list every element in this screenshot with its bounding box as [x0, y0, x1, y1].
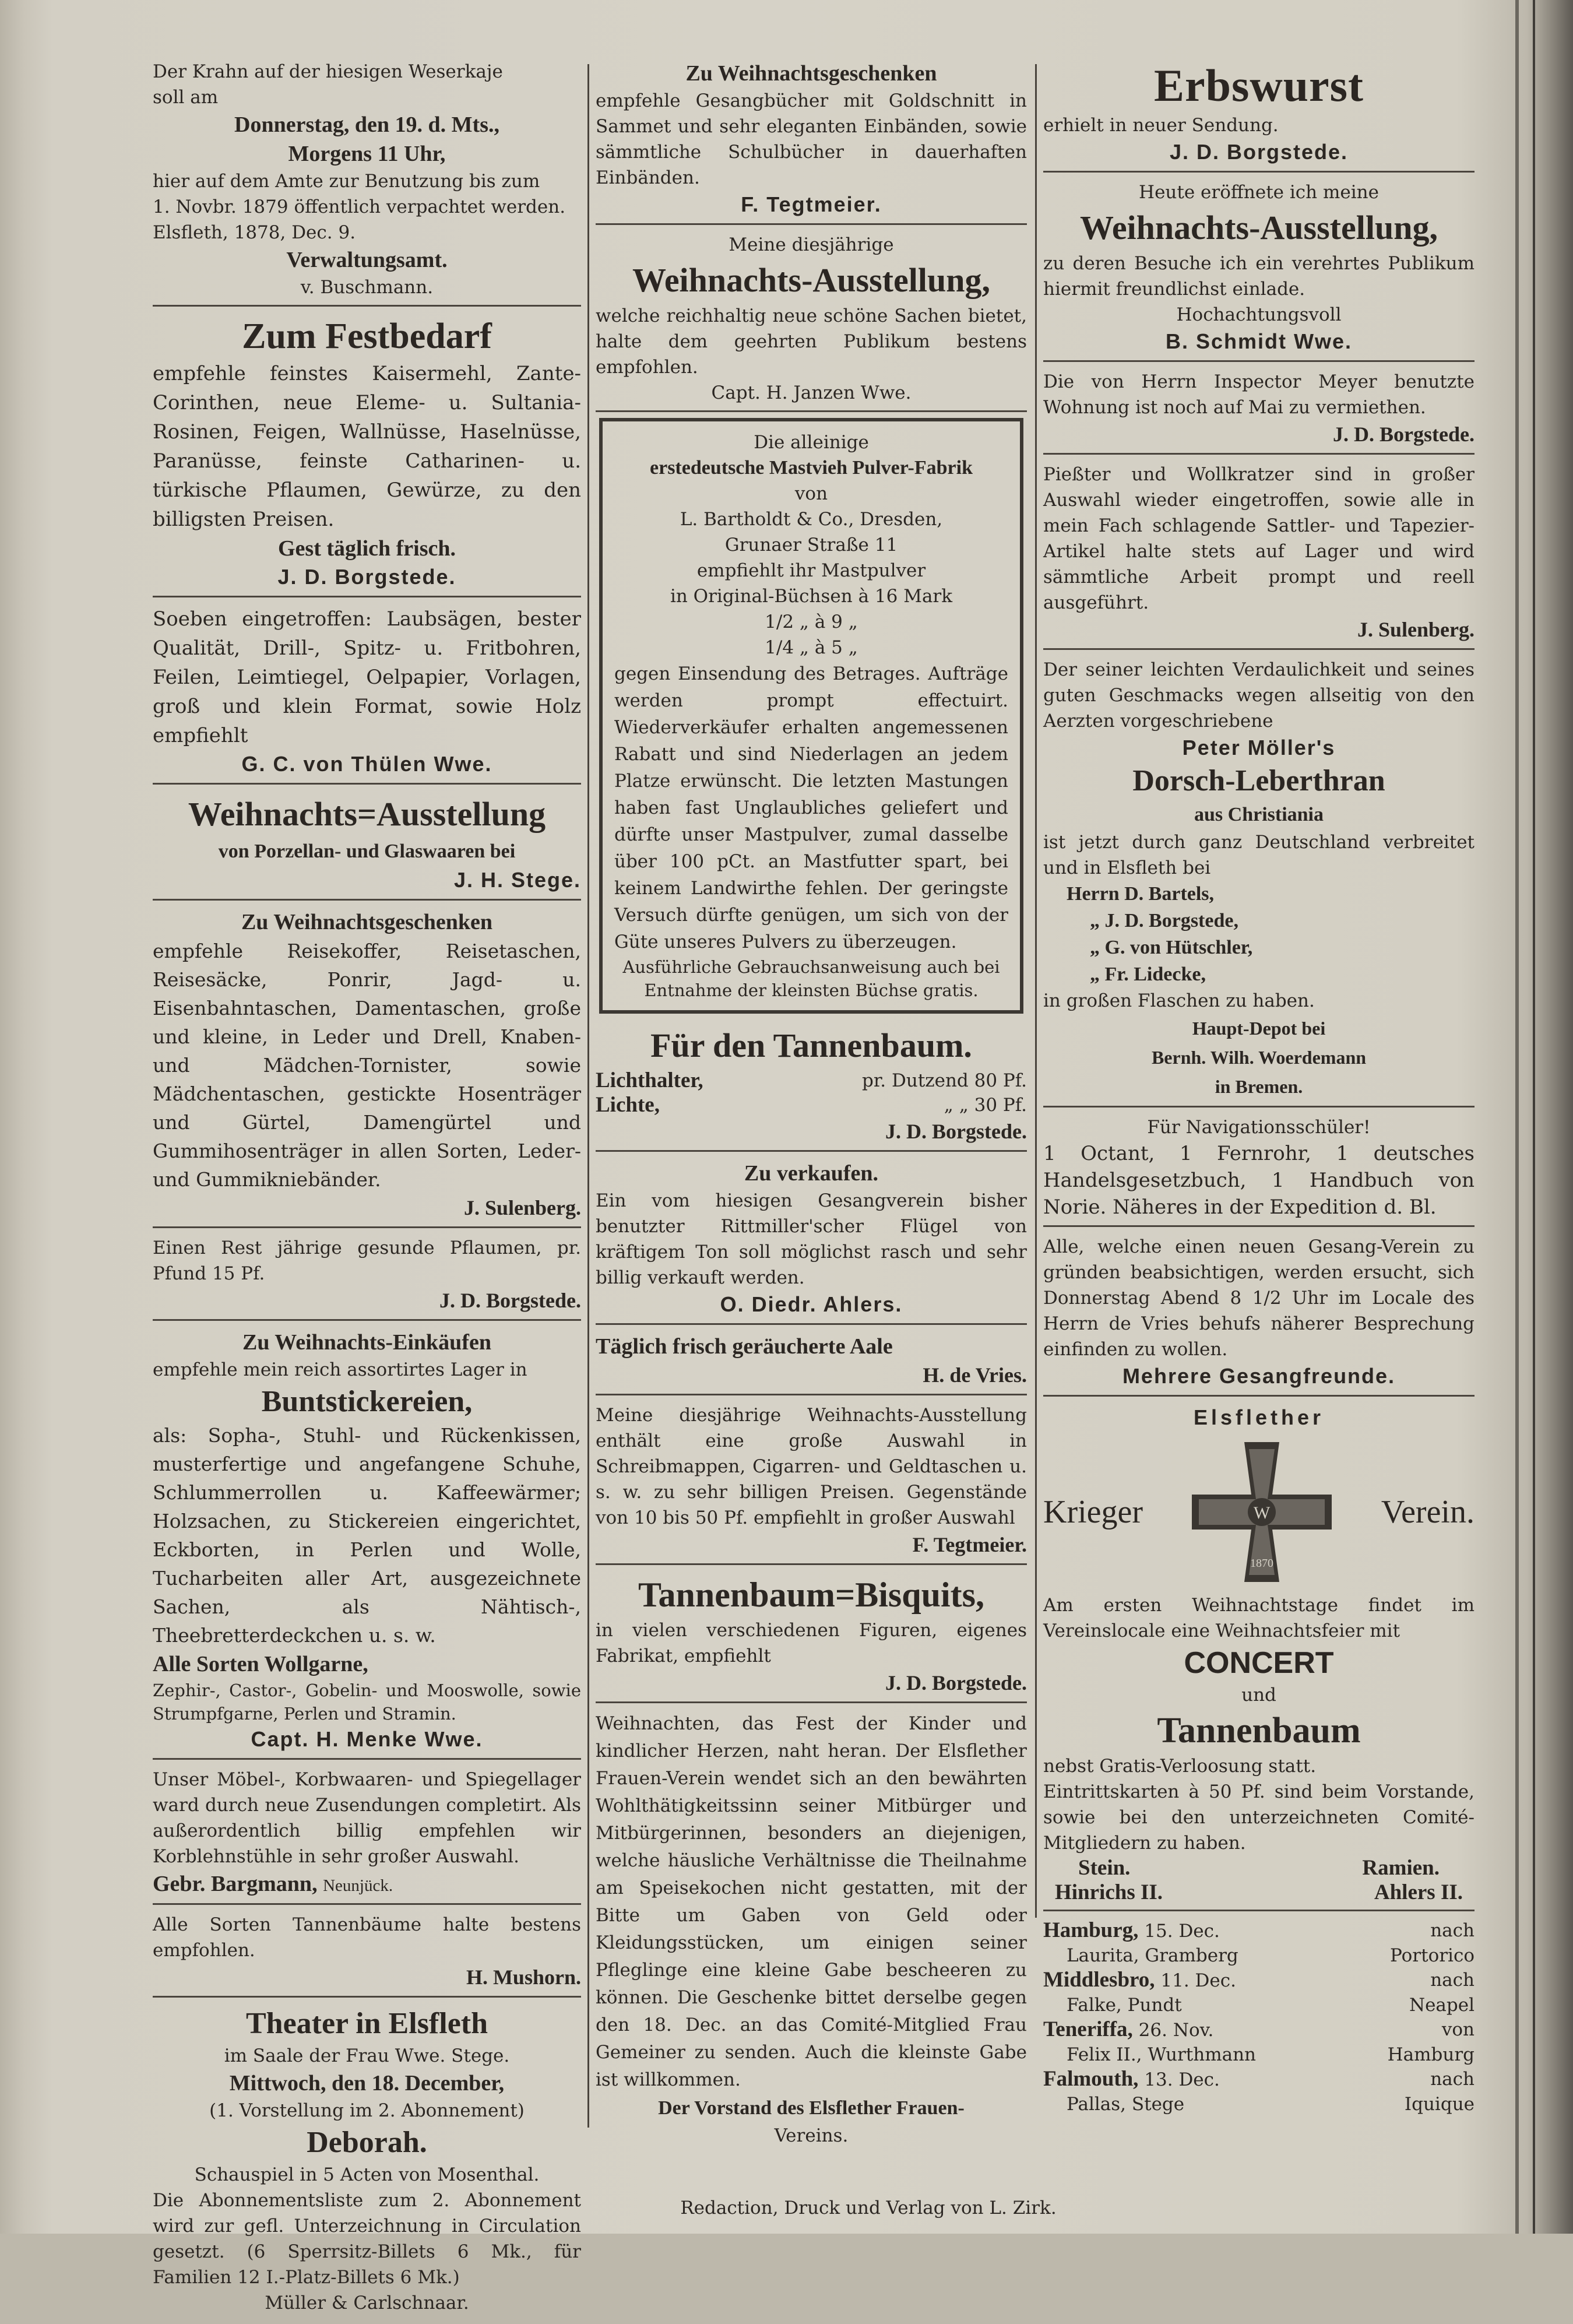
ad-gesangverein: [1043, 1230, 1475, 1397]
ad-signature-2: Vereins.: [774, 2125, 849, 2146]
ad-text: erhielt in neuer Sendung.: [1043, 115, 1279, 136]
committee-row: [1043, 1880, 1475, 1905]
depot-name: Bernh. Wilh. Woerdemann: [1151, 1047, 1367, 1068]
ad-signature: H. de Vries.: [923, 1363, 1027, 1387]
depot-label: Haupt-Depot bei: [1192, 1018, 1326, 1039]
ad-buntstickereien: [153, 1324, 581, 1760]
ship-port-line: [1043, 1918, 1220, 1943]
ad-text: Am ersten Weihnachtstage findet im Vereinslocale eine Weihnachtsfeier mit: [1043, 1595, 1475, 1641]
column-2: [596, 55, 1027, 2157]
ship-port: Falmouth,: [1043, 2067, 1139, 2091]
seller-line: Herrn D. Bartels,: [1067, 883, 1215, 905]
ad-laubsaegen: [153, 601, 581, 785]
ad-signature: Mehrere Gesangfreunde.: [1122, 1364, 1396, 1388]
ad-text: 1. Novbr. 1879 öffentlich verpachtet werden.: [153, 196, 566, 217]
ad-wohnung: [1043, 365, 1475, 455]
ad-text: Die alleinige: [754, 432, 869, 453]
ad-signature: Capt. H. Janzen Wwe.: [711, 382, 912, 403]
imprint-footer: Redaction, Druck und Verlag von L. Zirk.: [680, 2198, 1057, 2218]
ad-text: von Porzellan- und Glaswaaren bei: [218, 841, 516, 862]
ad-text: zu deren Besuche ich ein verehrtes Publikum hiermit freundlichst einlade.: [1043, 253, 1475, 300]
krieger-emblem-row: [1043, 1436, 1475, 1588]
ad-text: Elsfleth, 1878, Dec. 9.: [153, 222, 356, 243]
item-price: pr. Dutzend 80 Pf.: [862, 1070, 1027, 1091]
ad-title: Tannenbaum=Bisquits,: [638, 1576, 984, 1614]
ad-signature: O. Diedr. Ahlers.: [720, 1292, 903, 1316]
ship-row: [1043, 1943, 1475, 1968]
ship-port-line: [1043, 2017, 1213, 2042]
ad-text: Die von Herrn Inspector Meyer benutzte Wohnung ist noch auf Mai zu vermiethen.: [1043, 371, 1475, 418]
seller-line: „ G. von Hütschler,: [1090, 937, 1253, 958]
ad-tannenbaum: [596, 1019, 1027, 1152]
ad-text: empfehle Gesangbücher mit Goldschnitt in Sammet und sehr eleganten Einbänden, sowie sämmtliche Schulbücher in dauerhaften Einbänden.: [596, 90, 1027, 188]
ad-play-title: Deborah.: [307, 2126, 427, 2159]
ship-row: [1043, 2092, 1475, 2116]
ad-brand: Peter Möller's: [1182, 736, 1336, 760]
ad-text: ist jetzt durch ganz Deutschland verbreitet und in Elsfleth bei: [1043, 832, 1475, 878]
ad-title: Weihnachts-Ausstellung,: [632, 261, 990, 299]
ad-erbswurst: [1043, 55, 1475, 173]
ad-kriegerverein: [1043, 1400, 1475, 1911]
column-1: [153, 55, 581, 2324]
ship-row: [1043, 1968, 1475, 1993]
ad-footnote: Ausführliche Gebrauchsanweisung auch bei Entnahme der kleinsten Büchse gratis.: [622, 957, 1000, 1000]
ad-signature: Der Vorstand des Elsflether Frauen-: [658, 2097, 965, 2119]
ad-text: Hochachtungsvoll: [1176, 304, 1342, 325]
ad-text: und: [1241, 1685, 1276, 1706]
ad-theater: [153, 2001, 581, 2321]
seller-line: „ J. D. Borgstede,: [1090, 910, 1238, 931]
price-row: [596, 1068, 1027, 1093]
column-rule-1: [587, 64, 589, 2128]
ad-text: Alle, welche einen neuen Gesang-Verein zu gründen beabsichtigen, werden ersucht, sich Donnerstag Abend 8 1/2 Uhr im Locale des Herrn de Vries behufs näherer Besprechung einfinden zu wollen.: [1043, 1236, 1475, 1360]
ad-bisquits: [596, 1569, 1027, 1703]
item-name: Lichte,: [596, 1093, 660, 1117]
depot-city: in Bremen.: [1215, 1076, 1303, 1097]
ad-tegtmeier: [596, 1399, 1027, 1565]
ad-signature-2: v. Buschmann.: [300, 277, 434, 298]
ad-price: 1/2 „ à 9 „: [765, 611, 858, 632]
ship-date: 15. Dec.: [1144, 1921, 1220, 1942]
ad-title: Zu Weihnachtsgeschenken: [241, 910, 493, 934]
ad-signature: G. C. von Thülen Wwe.: [241, 752, 492, 776]
ad-pflaumen: [153, 1232, 581, 1321]
ad-navigation: [1043, 1111, 1475, 1227]
price-row: [596, 1093, 1027, 1117]
ad-text: welche reichhaltig neue schöne Sachen bietet, halte dem geehrten Publikum bestens empfohlen.: [596, 305, 1027, 378]
ad-title: Zu Weihnachts-Einkäufen: [242, 1330, 491, 1355]
ship-destination: Portorico: [1390, 1945, 1475, 1966]
ad-geschenke: [153, 904, 581, 1228]
ad-text: Meine diesjährige: [729, 234, 894, 255]
ad-date: Mittwoch, den 18. December,: [229, 2071, 505, 2096]
committee-member: Ahlers II.: [1374, 1880, 1463, 1904]
item-name: Lichthalter,: [596, 1068, 703, 1092]
ship-name: Falke, Pundt: [1067, 1995, 1182, 2016]
ship-port-line: [1043, 1968, 1236, 1993]
ship-destination: Iquique: [1404, 2094, 1475, 2115]
ad-text: soll am: [153, 87, 219, 108]
ad-address: Grunaer Straße 11: [724, 535, 898, 555]
cross-year: 1870: [1250, 1557, 1274, 1570]
ship-port-line: [1043, 2067, 1220, 2092]
ad-price: 1/4 „ à 5 „: [765, 637, 858, 658]
ad-headline: Buntstickereien,: [261, 1385, 473, 1418]
ad-text: empfehle mein reich assortirtes Lager in: [153, 1359, 527, 1380]
ad-fluegel: [596, 1155, 1027, 1325]
page-edge-shadow: [1515, 0, 1519, 2234]
ad-signature: J. D. Borgstede.: [277, 565, 456, 589]
ad-mastvieh-box: [599, 418, 1023, 1014]
ad-text: Soeben eingetroffen: Laubsägen, bester Qualität, Drill-, Spitz- u. Fritbohren, Feilen, Leimtiegel, Oelpapier, Vorlagen, groß und klein Format, sowie Holz empfiehlt: [153, 607, 581, 747]
ad-lebertran: [1043, 653, 1475, 1107]
ship-date: 11. Dec.: [1160, 1970, 1236, 1991]
ship-port: Hamburg,: [1043, 1918, 1139, 1942]
ad-signature: J. Sulenberg.: [463, 1196, 581, 1219]
ship-direction: nach: [1430, 1920, 1475, 1941]
ad-text: von: [794, 483, 828, 504]
ad-signature: F. Tegtmeier.: [741, 192, 882, 216]
ad-schmidt: [1043, 176, 1475, 362]
ad-text: empfehle feinstes Kaisermehl, Zante-Corinthen, neue Eleme- u. Sultania-Rosinen, Feigen, Wallnüsse, Haselnüsse, Paranüsse, feinste Catharinen- u. türkische Pflaumen, Gewürze, zu den billigsten Preisen.: [153, 362, 581, 531]
ship-date: 26. Nov.: [1138, 2020, 1214, 2041]
ad-signature: Verwaltungsamt.: [286, 248, 448, 272]
committee-member: Hinrichs II.: [1055, 1880, 1163, 1904]
ad-porzellan: [153, 788, 581, 901]
ad-signature: J. D. Borgstede.: [885, 1120, 1027, 1143]
ad-text: empfiehlt ihr Mastpulver: [696, 560, 926, 581]
ship-row: [1043, 2017, 1475, 2042]
ad-date: Donnerstag, den 19. d. Mts.,: [234, 112, 499, 137]
ad-text: (1. Vorstellung im 2. Abonnement): [209, 2100, 525, 2121]
ad-signature: J. D. Borgstede.: [885, 1671, 1027, 1694]
ad-title: Tannenbaum: [1157, 1711, 1361, 1750]
ad-text: Schauspiel in 5 Acten von Mosenthal.: [194, 2164, 540, 2185]
ad-subtitle: Alle Sorten Wollgarne,: [153, 1652, 368, 1676]
ad-signature: H. Mushorn.: [466, 1966, 581, 1989]
seller-line: „ Fr. Lidecke,: [1090, 964, 1206, 985]
ad-price: in Original-Büchsen à 16 Mark: [670, 586, 953, 607]
ad-note: Gest täglich frisch.: [277, 536, 456, 561]
ship-entry: [1043, 1918, 1475, 1968]
signature-name: Gebr. Bargmann,: [153, 1872, 318, 1896]
ad-title: Für den Tannenbaum.: [650, 1026, 972, 1064]
ad-title: Weihnachts-Ausstellung,: [1080, 209, 1438, 247]
ad-text: gegen Einsendung des Betrages. Aufträge werden prompt effectuirt. Wiederverkäufer erhalten angemessenen Rabatt und sind Niederlagen an jedem Platze erwünscht. Die letzten Mastungen haben fast Unglaubliches geliefert und dürfte unser Mastpulver, zumal dasselbe über 100 pCt. an Mastfutter spart, bei keinem Landwirthe fehlen. Der geringste Versuch dürfte genügen, um sich von der Güte unseres Pulvers zu überzeugen.: [614, 663, 1008, 952]
ship-port: Teneriffa,: [1043, 2017, 1133, 2041]
ad-text: im Saale der Frau Wwe. Stege.: [224, 2045, 510, 2066]
ad-text: Alle Sorten Tannenbäume halte bestens empfohlen.: [153, 1914, 581, 1961]
ship-port: Middlesbro,: [1043, 1968, 1155, 1992]
ad-title: Erbswurst: [1153, 60, 1364, 111]
ad-concert: CONCERT: [1184, 1646, 1334, 1680]
ad-origin: aus Christiania: [1194, 804, 1324, 825]
committee-member: Stein.: [1078, 1856, 1131, 1880]
ad-text: Der seiner leichten Verdaulichkeit und seines guten Geschmacks wegen allseitig von den Aerzten vorgeschriebene: [1043, 659, 1475, 732]
ad-signature: J. D. Borgstede.: [1333, 423, 1475, 446]
ad-aale: [596, 1328, 1027, 1395]
ad-title: Zum Festbedarf: [242, 317, 492, 356]
ship-row: [1043, 2042, 1475, 2067]
ad-text: Eintrittskarten à 50 Pf. sind beim Vorstande, sowie bei den unterzeichneten Comité-Mitgliedern zu haben.: [1043, 1781, 1475, 1854]
ship-name: Laurita, Gramberg: [1067, 1945, 1238, 1966]
ad-text: Zephir-, Castor-, Gobelin- und Mooswolle, sowie Strumpfgarne, Perlen und Stramin.: [153, 1680, 581, 1724]
ship-direction: von: [1441, 2019, 1475, 2040]
ad-signature: Capt. H. Menke Wwe.: [251, 1727, 483, 1751]
ad-text: in vielen verschiedenen Figuren, eigenes Fabrikat, empfiehlt: [596, 1620, 1027, 1666]
ad-signature: J. Sulenberg.: [1357, 618, 1475, 641]
ad-frauenverein: [596, 1707, 1027, 2153]
ship-date: 13. Dec.: [1144, 2069, 1220, 2090]
ad-title: Zu Weihnachtsgeschenken: [685, 61, 937, 86]
ship-destination: Neapel: [1409, 1995, 1475, 2016]
ad-text: hier auf dem Amte zur Benutzung bis zum: [153, 171, 540, 192]
ad-text: 1 Octant, 1 Fernrohr, 1 deutsches Handelsgesetzbuch, 1 Handbuch von Norie. Näheres in der Expedition d. Bl.: [1043, 1142, 1475, 1219]
ship-row: [1043, 1993, 1475, 2017]
page-edge-dark: [1533, 0, 1535, 2234]
column-3: [1043, 55, 1475, 2125]
ad-title: erstedeutsche Mastvieh Pulver-Fabrik: [650, 457, 973, 479]
shipping-news: [1043, 1915, 1475, 2121]
ship-name: Pallas, Stege: [1067, 2094, 1185, 2115]
ship-entry: [1043, 1968, 1475, 2017]
iron-cross-icon: [1186, 1436, 1338, 1588]
ad-text: nebst Gratis-Verloosung statt.: [1043, 1756, 1317, 1777]
ad-signature: J. D. Borgstede.: [1169, 140, 1349, 164]
ship-entry: [1043, 2067, 1475, 2116]
ship-row: [1043, 1918, 1475, 1943]
ad-text: als: Sopha-, Stuhl- und Rückenkissen, musterfertige und angefangene Schuhe, Schlummerrollen u. Kaffeewärmer; Holzsachen, zu Stickereien eingerichtet, Eckborten, in Perlen und Wolle, Tucharbeiten aller Art, ausgezeichnete Sachen, als Nähtisch-, Theebretterdeckchen u. s. w.: [153, 1424, 581, 1647]
emblem-right-text: Verein.: [1381, 1494, 1475, 1530]
ad-title: Dorsch-Leberthran: [1132, 764, 1385, 797]
ship-name: Felix II., Wurthmann: [1067, 2044, 1257, 2065]
item-price: „ „ 30 Pf.: [944, 1095, 1027, 1116]
ad-signature: J. D. Borgstede.: [439, 1289, 581, 1312]
ad-signature: Müller & Carlschnaar.: [265, 2293, 469, 2314]
ad-heading: Elsflether: [1193, 1405, 1325, 1429]
ship-direction: nach: [1430, 1970, 1475, 1991]
ad-title: Für Navigationsschüler!: [1147, 1117, 1371, 1138]
ad-krahn: [153, 55, 581, 307]
ad-text: in großen Flaschen zu haben.: [1043, 990, 1315, 1011]
ad-signature: [153, 1869, 581, 1898]
ad-title: Theater in Elsfleth: [245, 2007, 488, 2040]
ad-text: Pießter und Wollkratzer sind in großer Auswahl wieder eingetroffen, sowie alle in mein Fach schlagende Sattler- und Tapezier-Artikel halte stets auf Lager und wird sämmtliche Arbeit prompt und reell ausgeführt.: [1043, 464, 1475, 613]
emblem-left-text: Krieger: [1043, 1494, 1143, 1530]
ad-text: Unser Möbel-, Korbwaaren- und Spiegellager ward durch neue Zusendungen completirt. Als außerordentlich billig empfehlen wir Korblehnstühle in sehr großer Auswahl.: [153, 1769, 581, 1867]
column-rule-2: [1035, 64, 1037, 1918]
ad-signature: B. Schmidt Wwe.: [1165, 329, 1353, 353]
ad-festbedarf: [153, 310, 581, 597]
ad-gesangbuecher: [596, 55, 1027, 225]
ad-text: Weihnachten, das Fest der Kinder und kindlicher Herzen, naht heran. Der Elsflether Frauen-Verein wendet sich an den bewährten Wohlthätigkeitssinn seiner Mitbürger und Mitbürgerinnen, besonders an diejenigen, welche häusliche Verhältnisse die Theilnahme am Speisekochen nicht gestatten, mit der Bitte um Gaben von Geld oder Kleidungsstücken, um einigen seiner Pfleglinge eine kleine Gabe bescheeren zu können. Die Geschenke bittet derselbe gegen den 18. Dec. an das Comité-Mitglied Frau Gemeiner zu senden. Auch die kleinste Gabe ist willkommen.: [596, 1713, 1027, 2090]
ship-direction: nach: [1430, 2069, 1475, 2090]
committee-row: [1043, 1856, 1475, 1880]
ad-text: Der Krahn auf der hiesigen Weserkaje: [153, 61, 503, 82]
ad-text: Einen Rest jährige gesunde Pflaumen, pr. Pfund 15 Pf.: [153, 1237, 581, 1284]
ship-destination: Hamburg: [1387, 2044, 1475, 2065]
cross-letter: W: [1254, 1503, 1271, 1523]
ad-text: Heute eröffnete ich meine: [1139, 182, 1379, 203]
committee-member: Ramien.: [1362, 1856, 1440, 1880]
ad-title: Zu verkaufen.: [744, 1161, 879, 1186]
ad-signature: J. H. Stege.: [453, 868, 581, 892]
ad-title: Weihnachts=Ausstellung: [188, 795, 546, 833]
ad-text: Ein vom hiesigen Gesangverein bisher benutzter Rittmiller'scher Flügel von kräftigem Ton soll möglichst rasch und sehr billig verkauft werden.: [596, 1190, 1027, 1288]
ship-entry: [1043, 2017, 1475, 2067]
ad-time: Morgens 11 Uhr,: [288, 142, 446, 166]
ship-row: [1043, 2067, 1475, 2092]
ad-signature: F. Tegtmeier.: [912, 1533, 1027, 1556]
ad-pieker: [1043, 458, 1475, 650]
ad-tannenbaeume: [153, 1908, 581, 1998]
ad-title: Täglich frisch geräucherte Aale: [596, 1334, 893, 1359]
ad-firm: L. Bartholdt & Co., Dresden,: [680, 509, 943, 530]
ad-text: empfehle Reisekoffer, Reisetaschen, Reisesäcke, Ponrir, Jagd- u. Eisenbahntaschen, Damentaschen, große und kleine, in Leder und Drell, Knaben- und Mädchen-Tornister, sowie Mädchentaschen, gestickte Hosenträger und Gürtel, Damengürtel und Gummihosenträger in allen Sorten, Leder- und Gummikniebänder.: [153, 940, 581, 1191]
ad-moebel: [153, 1763, 581, 1905]
ad-text: Meine diesjährige Weihnachts-Ausstellung enthält eine große Auswahl in Schreibmappen, Cigarren- und Geldtaschen u. s. w. zu sehr billigen Preisen. Gegenstände von 10 bis 50 Pf. empfiehlt in großer Auswahl: [596, 1405, 1027, 1528]
ad-janzen: [596, 228, 1027, 412]
ad-text: Die Abonnementsliste zum 2. Abonnement wird zur gefl. Unterzeichnung in Circulation gesetzt. (6 Sperrsitz-Billets 6 Mk., für Familien 12 I.-Platz-Billets 6 Mk.): [153, 2190, 581, 2288]
signature-place: Neunjück.: [323, 1876, 393, 1895]
